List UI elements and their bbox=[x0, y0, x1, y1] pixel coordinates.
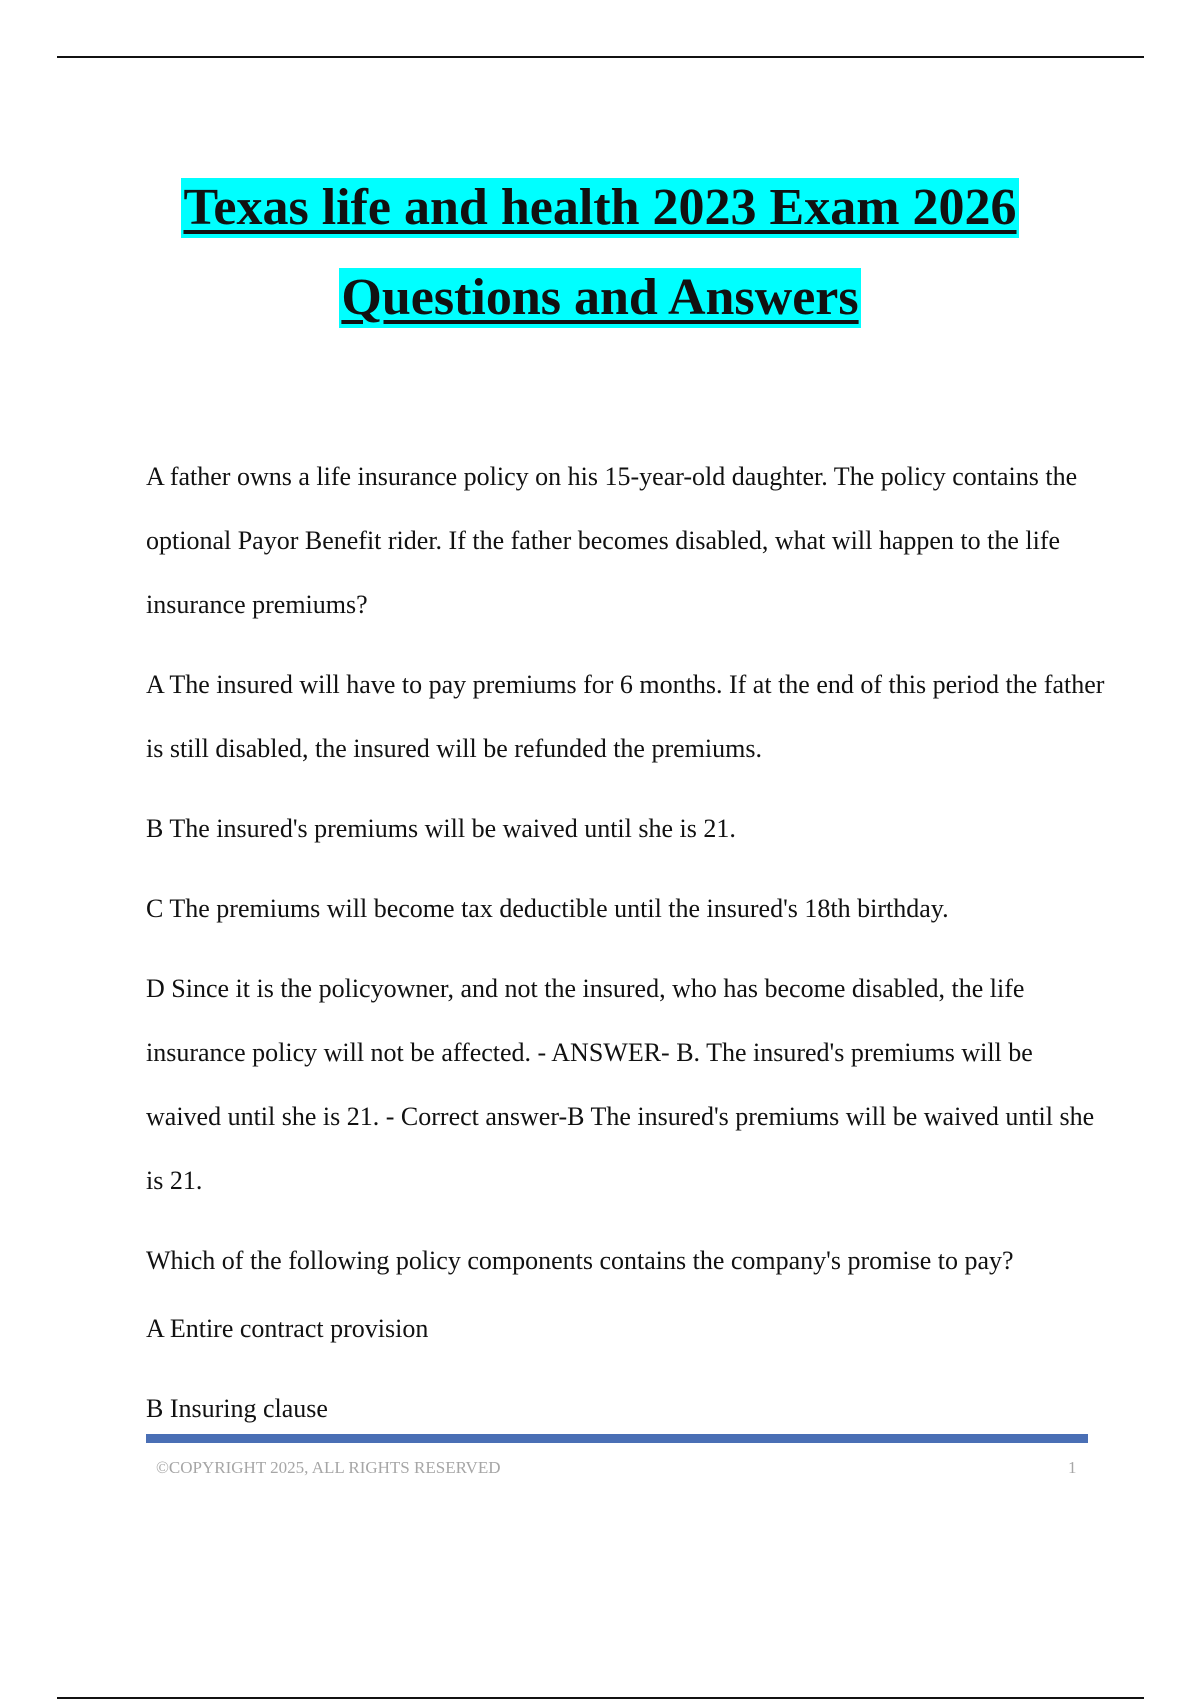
question-2-option-a: A Entire contract provision bbox=[146, 1314, 429, 1343]
question-1-option-c: C The premiums will become tax deductible until the insured's 18th birthday. bbox=[146, 894, 949, 923]
question-2-option-b: B Insuring clause bbox=[146, 1394, 328, 1423]
footer-page-number: 1 bbox=[1068, 1458, 1077, 1477]
bottom-rule bbox=[57, 1697, 1144, 1699]
title-line-2: Questions and Answers bbox=[341, 269, 859, 326]
question-1-option-b: B The insured's premiums will be waived until she is 21. bbox=[146, 814, 736, 843]
question-1-option-d-answer: D Since it is the policyowner, and not the insured, who has become disabled, the life insurance policy will not be affected. - ANSWER- B. The insured's premiums will be waived until she is 21. - Correct answer-B The insured's premiums will be waived until she is 21. bbox=[146, 974, 1095, 1195]
page-title bbox=[0, 178, 1200, 328]
title-line-1: Texas life and health 2023 Exam 2026 bbox=[183, 179, 1017, 236]
top-rule bbox=[57, 56, 1144, 58]
question-1-option-a: A The insured will have to pay premiums for 6 months. If at the end of this period the father is still disabled, the insured will be refunded the premiums. bbox=[146, 670, 1105, 763]
document-body bbox=[146, 445, 1106, 1441]
footer-bar bbox=[146, 1434, 1088, 1443]
question-2-text: Which of the following policy components contains the company's promise to pay? bbox=[146, 1246, 1014, 1275]
footer-copyright: ©COPYRIGHT 2025, ALL RIGHTS RESERVED bbox=[156, 1458, 501, 1477]
question-1-text: A father owns a life insurance policy on his 15-year-old daughter. The policy contains the optional Payor Benefit rider. If the father becomes disabled, what will happen to the life insurance premiums? bbox=[146, 462, 1078, 619]
